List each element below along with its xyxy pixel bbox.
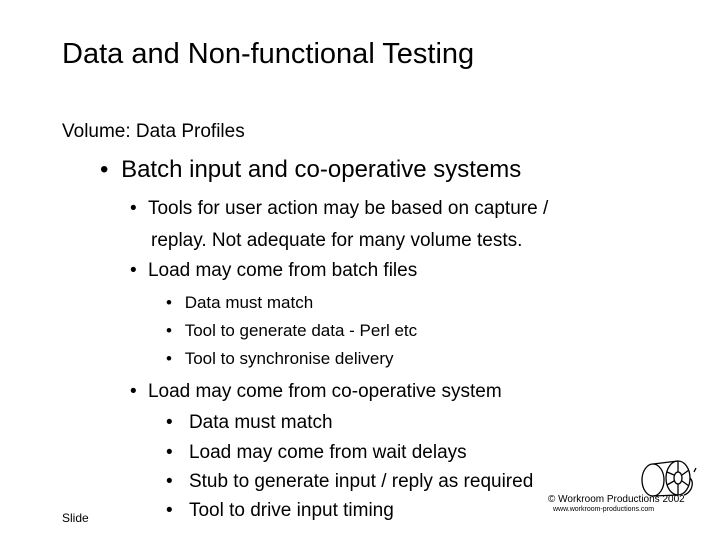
bullet-dot: • [166,349,172,368]
bullet-text: Load may come from co-operative system [147,381,502,402]
bullet-dot: • [100,156,109,183]
slide-subtitle: Volume: Data Profiles [62,121,245,142]
bullet-dot: • [130,381,137,402]
bullet-dot: • [166,293,172,312]
bullet-dot: • [166,471,173,492]
bullet-level3-coop-item [166,500,394,522]
slide-footer-label: Slide [62,511,89,525]
bullet-dot: • [166,412,173,433]
slide-title: Data and Non-functional Testing [62,38,475,70]
bullet-dot: • [130,260,137,281]
bullet-dot: • [166,321,172,340]
bullet-text: Tool to synchronise delivery [184,349,394,368]
bullet-level3-batch-item [166,321,417,341]
bullet-dot: • [166,442,173,463]
bullet-level3-coop-item [166,442,467,464]
bullet-text: Tool to drive input timing [188,500,394,521]
bullet-level3-coop-item [166,471,533,493]
bullet-text: Tools for user action may be based on capture / [147,198,549,219]
bullet-dot: • [166,500,173,521]
bullet-text: Load may come from batch files [147,260,418,281]
website-url: www.workroom-productions.com [553,506,655,513]
bullet-level1 [100,156,521,184]
bullet-text: Data must match [188,412,333,433]
bullet-level2-tools-continued: replay. Not adequate for many volume tests. [151,230,523,251]
bullet-text: Batch input and co-operative systems [121,156,522,183]
copyright-text: © Workroom Productions 2002 [548,494,685,505]
bullet-text: Load may come from wait delays [188,442,467,463]
film-reel-icon [636,458,698,498]
bullet-level3-batch-item [166,349,394,369]
bullet-dot: • [130,198,137,219]
bullet-level3-coop-item [166,412,333,434]
bullet-text: Data must match [184,293,314,312]
bullet-level2-tools [130,197,548,221]
bullet-text: Tool to generate data - Perl etc [184,321,418,340]
bullet-level2-coop [130,380,502,404]
bullet-text: Stub to generate input / reply as required [188,471,534,492]
bullet-level2-batch [130,259,417,283]
bullet-level3-batch-item [166,293,313,313]
